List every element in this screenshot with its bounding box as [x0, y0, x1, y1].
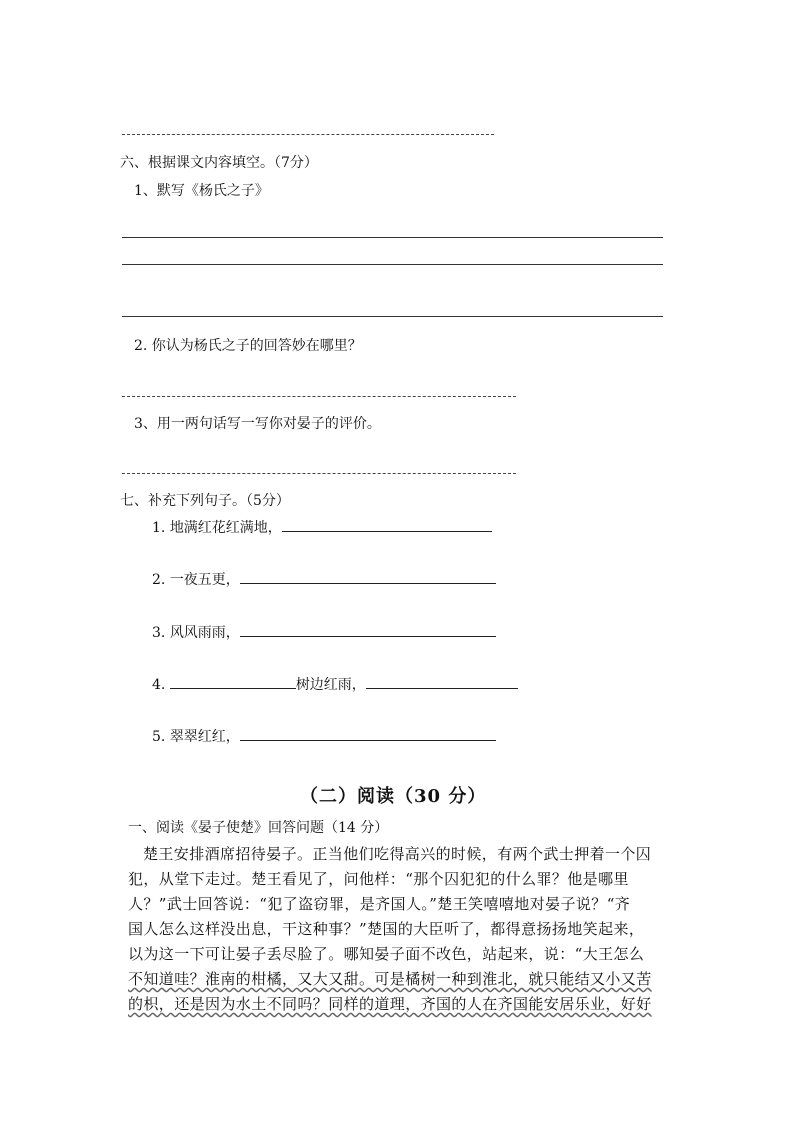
fill-item-number: 1. [152, 520, 166, 536]
passage-line: 楚王安排酒席招待晏子。正当他们吃得高兴的时候，有两个武士押着一个囚 [143, 845, 652, 863]
passage-line-underlined: 不知道哇？淮南的柑橘，又大又甜。可是橘树一种到淮北，就只能结又小又苦 [128, 970, 652, 988]
section6-q2: 2. 你认为杨氏之子的回答妙在哪里？ [134, 338, 362, 354]
reading-title: （二）阅读（30 分） [300, 786, 487, 807]
fill-item-text: 翠翠红红， [169, 729, 240, 745]
passage-line: 人？”武士回答说：“犯了盗窃罪，是齐国人。”楚王笑嘻嘻地对晏子说？“齐 [128, 895, 631, 913]
fill-blank[interactable] [366, 674, 518, 689]
section6-q3: 3、用一两句话写一写你对晏子的评价。 [134, 416, 381, 432]
answer-line-1 [122, 237, 663, 238]
fill-item-text: 地满红花红满地， [169, 520, 282, 536]
answer-line-2 [122, 264, 663, 265]
section6-heading: 六、根据课文内容填空。（7分） [120, 155, 318, 171]
answer-dash-q2 [122, 396, 516, 397]
section7-heading: 七、补充下列句子。（5分） [120, 493, 290, 509]
answer-dash-q3 [122, 473, 516, 474]
fill-item-text: 一夜五更， [169, 572, 240, 588]
fill-item-number: 4. [152, 677, 166, 693]
fill-item-number: 2. [152, 572, 166, 588]
fill-blank[interactable] [170, 674, 296, 689]
fill-item-number: 5. [152, 729, 166, 745]
passage-line-underlined: 的枳，还是因为水土不同吗？同样的道理，齐国的人在齐国能安居乐业，好好 [128, 995, 652, 1013]
fill-blank[interactable] [282, 517, 492, 532]
section6-q1: 1、默写《杨氏之子》 [134, 183, 269, 199]
reading-passage [128, 842, 676, 1017]
fill-item-5 [152, 726, 496, 746]
fill-item-text: 风风雨雨， [169, 625, 240, 641]
fill-item-4 [152, 674, 518, 694]
fill-blank[interactable] [240, 622, 496, 637]
fill-blank[interactable] [240, 726, 496, 741]
answer-line-3 [122, 316, 663, 317]
fill-item-text: 树边红雨， [295, 677, 366, 693]
separator-top [122, 134, 494, 135]
fill-item-3 [152, 622, 496, 642]
fill-item-2 [152, 569, 496, 589]
reading-q1-heading: 一、阅读《晏子使楚》回答问题（14 分） [128, 820, 389, 836]
passage-line: 国人怎么这样没出息，干这种事？”楚国的大臣听了，都得意扬扬地笑起来， [128, 920, 645, 938]
fill-item-number: 3. [152, 625, 166, 641]
passage-line: 以为这一下可让晏子丢尽脸了。哪知晏子面不改色，站起来，说：“大王怎么 [128, 945, 645, 963]
passage-line: 犯，从堂下走过。楚王看见了，问他样：“那个囚犯犯的什么罪？他是哪里 [128, 870, 629, 888]
fill-item-1 [152, 517, 492, 537]
fill-blank[interactable] [240, 569, 496, 584]
